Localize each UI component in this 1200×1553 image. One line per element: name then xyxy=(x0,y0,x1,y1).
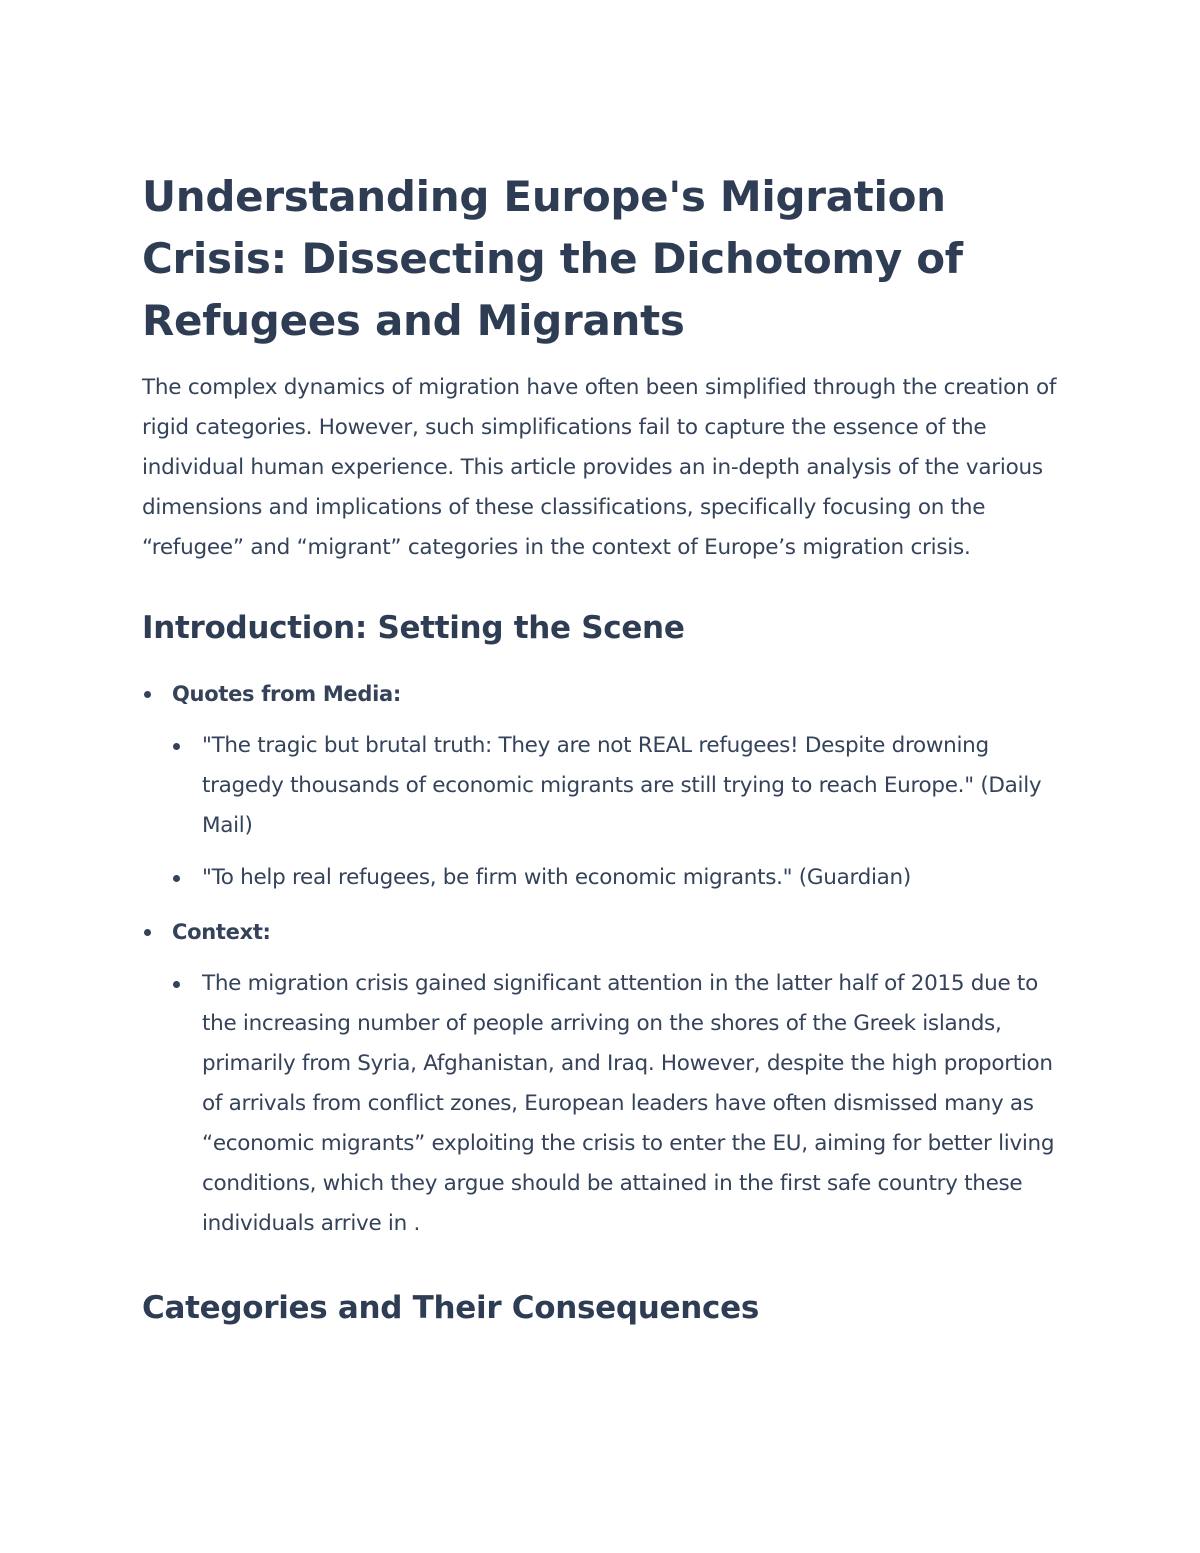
context-paragraph xyxy=(172,964,1072,1244)
bullet-icon xyxy=(144,929,151,936)
document-title: Understanding Europe's Migration Crisis: Dissecting the Dichotomy of Refugees and Migrants xyxy=(142,172,963,345)
section-heading-introduction: Introduction: Setting the Scene xyxy=(142,610,685,646)
bullet-icon xyxy=(173,875,180,882)
list-item-context xyxy=(142,912,1072,1244)
quote-guardian xyxy=(172,858,1072,898)
bullet-icon xyxy=(173,981,180,988)
list-item-quotes xyxy=(142,674,1072,898)
section-list xyxy=(142,674,1072,1244)
quote-text: "The tragic but brutal truth: They are not REAL refugees! Despite drowning tragedy thousands of economic migrants are still trying to reach Europe." (Daily Mail) xyxy=(202,733,1042,838)
sub-list xyxy=(172,964,1072,1244)
quote-daily-mail xyxy=(172,726,1072,846)
section-heading-categories: Categories and Their Consequences xyxy=(142,1290,760,1326)
quote-text: "To help real refugees, be firm with economic migrants." (Guardian) xyxy=(202,865,911,890)
intro-paragraph: The complex dynamics of migration have often been simplified through the creation of rigid categories. However, such simplifications fail to capture the essence of the individual human experience. This article provides an in-depth analysis of the various dimensions and implications of these classifications, specifically focusing on the “refugee” and “migrant” categories in the context of Europe’s migration crisis. xyxy=(142,375,1057,560)
context-text: The migration crisis gained significant attention in the latter half of 2015 due to the increasing number of people arriving on the shores of the Greek islands, primarily from Syria, Afghanistan, and Iraq. However, despite the high proportion of arrivals from conflict zones, European leaders have often dismissed many as “economic migrants” exploiting the crisis to enter the EU, aiming for better living conditions, which they argue should be attained in the first safe country these individuals arrive in . xyxy=(202,971,1055,1236)
document-page xyxy=(142,166,1072,1328)
list-item-label: Quotes from Media: xyxy=(172,682,401,706)
bullet-icon xyxy=(173,743,180,750)
sub-list xyxy=(172,726,1072,898)
list-item-label: Context: xyxy=(172,920,271,944)
bullet-icon xyxy=(144,691,151,698)
